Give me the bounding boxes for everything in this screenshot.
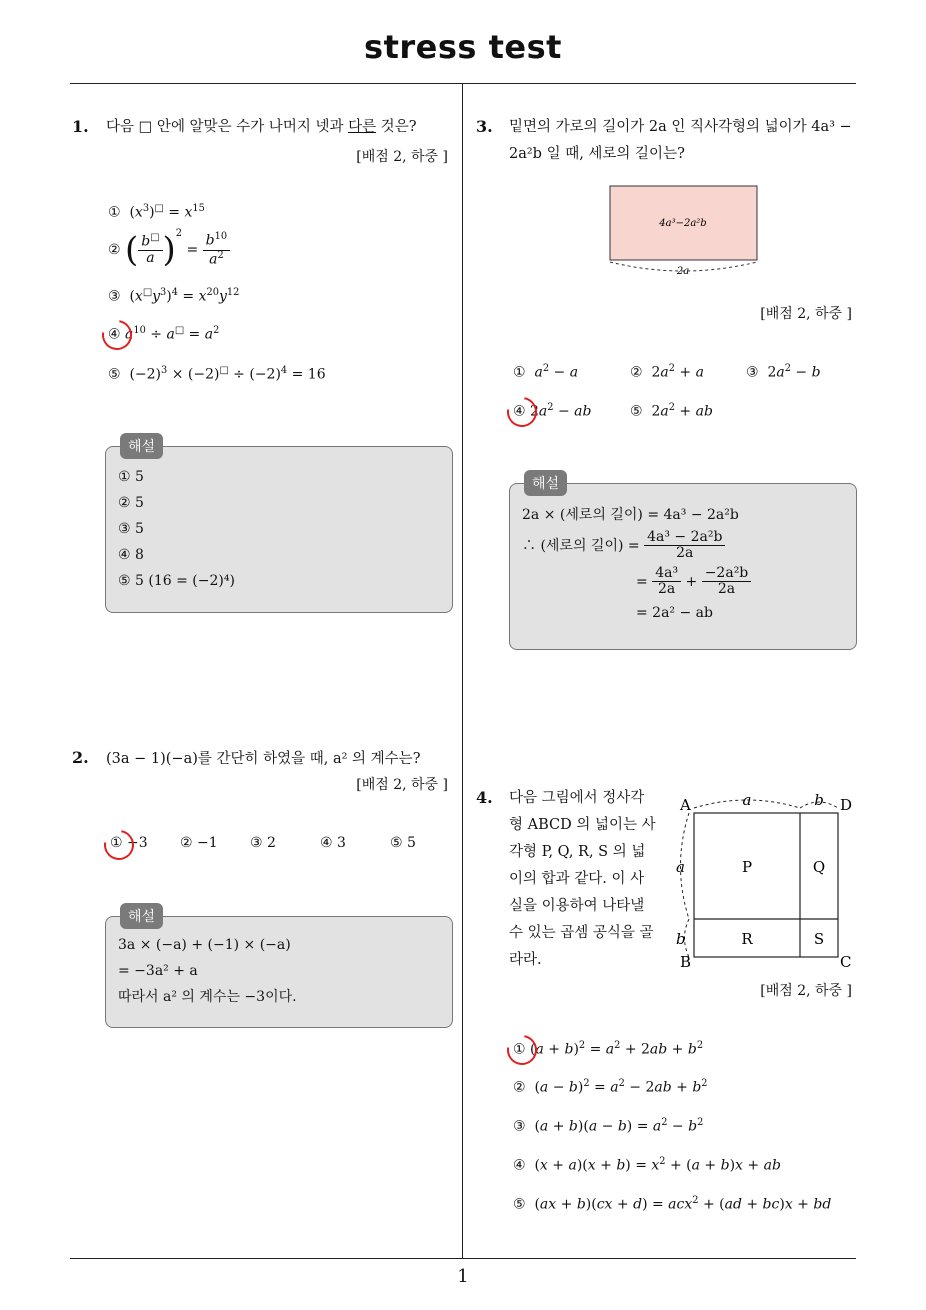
- q1-solution-line: ④ 8: [118, 547, 144, 563]
- q2-question: (3a − 1)(−a)를 간단히 하였을 때, a² 의 계수는?: [106, 751, 421, 767]
- q1-text-after: 것은?: [376, 119, 417, 135]
- q4-vertex-c: C: [840, 953, 852, 971]
- q3-solution-line3: = $\frac{\text{4a³}}{2a}$ + $\frac{\text{−2a²b}}{2a}$: [636, 566, 751, 598]
- q4-left-a-label: a: [676, 858, 685, 876]
- q4-top-b-label: b: [814, 791, 824, 809]
- q4-choice-2[interactable]: ② $(a - b)^2 = a^2 - 2ab + b^2$: [513, 1078, 708, 1096]
- q4-question-line: 실을 이용하여 나타낼: [509, 898, 645, 914]
- q3-points: [배점 2, 하중 ]: [760, 306, 852, 322]
- q1-points: [배점 2, 하중 ]: [356, 149, 448, 165]
- q1-solution-line: ① 5: [118, 469, 144, 485]
- q4-question-line: 이의 합과 같다. 이 사: [509, 871, 645, 887]
- q1-solution-label: 해설: [120, 433, 163, 459]
- q2-solution-label: 해설: [120, 903, 163, 929]
- q2-number: 2.: [72, 748, 89, 767]
- q3-solution-line1: 2a × (세로의 길이) = 4a³ − 2a²b: [522, 507, 739, 523]
- q3-choice-3[interactable]: ③ $2a^2 - b$: [746, 363, 821, 381]
- q3-solution-label: 해설: [524, 470, 567, 496]
- q3-solution-line2: [522, 530, 725, 562]
- q1-text-before: 다음 □ 안에 알맞은 수가 나머지 넷과: [106, 119, 349, 135]
- q4-region-p: P: [741, 858, 753, 876]
- q4-question-line: 각형 P, Q, R, S 의 넓: [509, 844, 646, 860]
- q2-choice-5[interactable]: ⑤ 5: [390, 835, 416, 851]
- q4-points: [배점 2, 하중 ]: [760, 983, 852, 999]
- q3-area-label: 4a³−2a²b: [659, 218, 707, 229]
- q2-solution-body: [118, 932, 297, 1010]
- q4-question-line: 형 ABCD 의 넓이는 사: [509, 817, 656, 833]
- q2-choice-2[interactable]: ② −1: [180, 835, 218, 851]
- q1-question: [106, 114, 416, 141]
- q3-question-line1: 밑면의 가로의 길이가 2a 인 직사각형의 넓이가 4a³ −: [509, 119, 852, 135]
- q4-region-r: R: [741, 930, 753, 948]
- q1-choice-2[interactable]: ② ( $\frac{b^□}{a}$ )$^2$ = $\frac{b^{10}}{a^2}$: [108, 228, 230, 270]
- q4-choice-3[interactable]: ③ $(a + b)(a - b) = a^2 - b^2$: [513, 1117, 704, 1135]
- header-rule: [70, 83, 856, 84]
- q1-number: 1.: [72, 117, 89, 136]
- q2-choice-3[interactable]: ③ 2: [250, 835, 276, 851]
- q4-region-q: Q: [812, 858, 826, 876]
- q4-answer-mark-icon: [501, 1029, 543, 1071]
- column-divider: [462, 84, 463, 1258]
- q4-choice-1[interactable]: ① $(a + b)^2 = a^2 + 2ab + b^2$: [513, 1040, 704, 1058]
- q1-answer-mark-icon: [96, 314, 138, 356]
- q3-width-label: 2a: [676, 266, 690, 277]
- q4-region-s: S: [813, 930, 825, 948]
- q4-vertex-d: D: [840, 796, 853, 814]
- q3-solution-line4: = 2a² − ab: [636, 605, 713, 621]
- q4-question-line: 다음 그림에서 정사각: [509, 790, 645, 806]
- q4-vertex-a: A: [680, 796, 691, 814]
- q2-answer-mark-icon: [98, 824, 140, 866]
- q4-square-figure: [670, 786, 860, 976]
- q1-choice-3[interactable]: ③ $(x^□y^3)^4 = x^{20}y^{12}$: [108, 287, 240, 305]
- q1-solution-line: ② 5: [118, 495, 144, 511]
- q2-choice-4[interactable]: ④ 3: [320, 835, 346, 851]
- q1-solution-line: ③ 5: [118, 521, 144, 537]
- q3-choice-5[interactable]: ⑤ $2a^2$ + ab: [630, 402, 713, 420]
- q1-choice-4[interactable]: ④ $a^{10} \div a^□ = a^2$: [108, 325, 220, 343]
- q1-solution-line: ⑤ 5 (16 = (−2)⁴): [118, 573, 235, 589]
- q1-choice-1[interactable]: ① $(x^3)^□ = x^{15}$: [108, 203, 205, 221]
- q3-solution-frac2b: $\frac{\text{−2a²b}}{2a}$: [702, 566, 752, 598]
- q4-question: [509, 785, 656, 974]
- page-number: 1: [457, 1266, 469, 1287]
- q4-question-line: 라라.: [509, 952, 542, 968]
- q3-question-line2: 2a²b 일 때, 세로의 길이는?: [509, 146, 685, 162]
- q4-choice-4[interactable]: ④ $(x + a)(x + b) = x^2 + (a + b)x$ + ab: [513, 1156, 781, 1174]
- q2-solution-line: 따라서 a² 의 계수는 −3이다.: [118, 989, 297, 1005]
- q1-text-underlined: 다른: [348, 119, 377, 135]
- q4-choice-5[interactable]: ⑤ (ax + b)(cx + d) = acx$^2$ + (ad + bc)x + bd: [513, 1195, 832, 1213]
- q2-solution-line: = −3a² + a: [118, 963, 198, 979]
- q2-choice-1[interactable]: ① −3: [110, 835, 148, 851]
- q3-choice-4[interactable]: ④ $2a^2$ − ab: [513, 402, 592, 420]
- page-title: stress test: [364, 28, 562, 66]
- q3-rectangle-figure: [600, 180, 770, 280]
- q3-choice-2[interactable]: ② $2a^2 + a$: [630, 363, 704, 381]
- q1-solution-body: [118, 464, 235, 594]
- q4-top-a-label: a: [742, 791, 752, 809]
- q4-number: 4.: [476, 788, 493, 807]
- q3-solution-prefix: ∴ (세로의 길이) =: [522, 537, 640, 554]
- q4-question-line: 수 있는 곱셈 공식을 골: [509, 925, 654, 941]
- q3-choice-1[interactable]: ① $a^2 - a$: [513, 363, 579, 381]
- q3-number: 3.: [476, 117, 493, 136]
- q4-left-b-label: b: [676, 930, 686, 948]
- q2-points: [배점 2, 하중 ]: [356, 777, 448, 793]
- q3-solution-frac1: $\frac{\text{4a³ − 2a²b}}{2a}$: [644, 530, 725, 562]
- q3-answer-mark-icon: [501, 391, 543, 433]
- q3-solution-frac2a: $\frac{\text{4a³}}{2a}$: [652, 566, 681, 598]
- q1-choice-5[interactable]: ⑤ $(-2)^3 \times (-2)^□ \div (-2)^4 = 16$: [108, 365, 326, 383]
- q2-solution-line: 3a × (−a) + (−1) × (−a): [118, 937, 291, 953]
- footer-rule: [70, 1258, 856, 1259]
- q4-vertex-b: B: [680, 953, 692, 971]
